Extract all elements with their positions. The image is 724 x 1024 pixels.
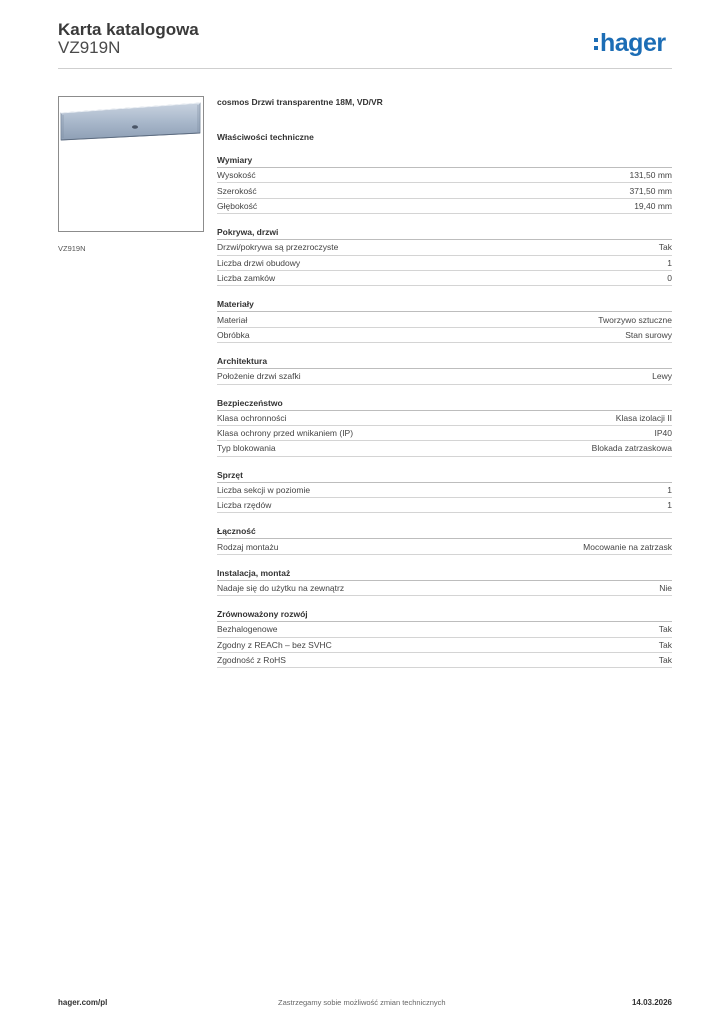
spec-value: 1	[667, 257, 672, 268]
product-image	[58, 96, 204, 232]
spec-row	[217, 183, 672, 198]
spec-section	[217, 469, 672, 514]
spec-label: Materiał	[217, 314, 248, 325]
logo-dots-icon	[594, 38, 598, 50]
section-title: Pokrywa, drzwi	[217, 226, 672, 240]
spec-label: Liczba drzwi obudowy	[217, 257, 301, 268]
spec-content	[217, 95, 672, 668]
properties-title: Właściwości techniczne	[217, 132, 314, 142]
section-title: Łączność	[217, 525, 672, 539]
spec-row	[217, 328, 672, 343]
spec-label: Bezhalogenowe	[217, 624, 278, 635]
spec-label: Obróbka	[217, 329, 250, 340]
hager-logo[interactable]	[594, 29, 666, 57]
spec-label: Rodzaj montażu	[217, 541, 279, 552]
section-title: Sprzęt	[217, 469, 672, 483]
spec-value: Tworzywo sztuczne	[598, 314, 672, 325]
spec-label: Typ blokowania	[217, 443, 276, 454]
spec-label: Liczba rzędów	[217, 500, 272, 511]
section-title: Zrównoważony rozwój	[217, 608, 672, 622]
spec-value: 371,50 mm	[629, 185, 672, 196]
spec-row	[217, 168, 672, 183]
spec-row	[217, 426, 672, 441]
section-title: Materiały	[217, 298, 672, 312]
image-caption: VZ919N	[58, 244, 86, 253]
spec-row	[217, 498, 672, 513]
spec-value: Tak	[658, 655, 672, 666]
footer-date: 14.03.2026	[631, 998, 672, 1007]
header-divider	[58, 68, 672, 69]
spec-row	[217, 638, 672, 653]
spec-row	[217, 271, 672, 286]
section-title: Instalacja, montaż	[217, 567, 672, 581]
spec-value: 0	[667, 273, 672, 284]
product-code: VZ919N	[58, 38, 121, 57]
spec-sections	[217, 154, 672, 668]
spec-section	[217, 298, 672, 343]
spec-section	[217, 226, 672, 286]
spec-label: Drzwi/pokrywa są przezroczyste	[217, 242, 339, 253]
spec-section	[217, 567, 672, 596]
spec-value: IP40	[654, 428, 672, 439]
spec-label: Liczba sekcji w poziomie	[217, 484, 311, 495]
footer-disclaimer: Zastrzegamy sobie możliwość zmian technicznych	[278, 998, 446, 1007]
spec-value: Klasa izolacji II	[615, 412, 672, 423]
spec-value: 19,40 mm	[634, 200, 672, 211]
spec-section	[217, 355, 672, 384]
spec-value: Nie	[659, 583, 672, 594]
section-title: Architektura	[217, 355, 672, 369]
spec-row	[217, 622, 672, 637]
spec-label: Głębokość	[217, 200, 258, 211]
spec-row	[217, 411, 672, 426]
transparent-door-product-photo	[59, 97, 203, 231]
spec-label: Położenie drzwi szafki	[217, 371, 301, 382]
footer-website[interactable]: hager.com/pl	[58, 998, 108, 1007]
spec-label: Klasa ochrony przed wnikaniem (IP)	[217, 428, 354, 439]
spec-label: Klasa ochronności	[217, 412, 287, 423]
spec-row	[217, 581, 672, 596]
spec-label: Zgodny z REACh – bez SVHC	[217, 639, 332, 650]
spec-label: Wysokość	[217, 170, 256, 181]
spec-row	[217, 256, 672, 271]
spec-value: Tak	[658, 242, 672, 253]
spec-value: 131,50 mm	[629, 170, 672, 181]
product-name: cosmos Drzwi transparentne 18M, VD/VR	[217, 97, 383, 107]
spec-section	[217, 154, 672, 214]
spec-row	[217, 240, 672, 255]
logo-text: hager	[600, 29, 666, 57]
spec-row	[217, 441, 672, 456]
spec-label: Liczba zamków	[217, 273, 276, 284]
spec-section	[217, 397, 672, 457]
spec-value: 1	[667, 484, 672, 495]
spec-label: Nadaje się do użytku na zewnątrz	[217, 583, 345, 594]
spec-label: Zgodność z RoHS	[217, 655, 286, 666]
section-title: Wymiary	[217, 154, 672, 168]
page-title: Karta katalogowa	[58, 20, 199, 39]
spec-value: 1	[667, 500, 672, 511]
spec-row	[217, 199, 672, 214]
spec-section	[217, 608, 672, 668]
spec-row	[217, 539, 672, 554]
spec-row	[217, 483, 672, 498]
spec-label: Szerokość	[217, 185, 257, 196]
spec-value: Blokada zatrzaskowa	[591, 443, 672, 454]
spec-section	[217, 525, 672, 554]
spec-value: Tak	[658, 624, 672, 635]
section-title: Bezpieczeństwo	[217, 397, 672, 411]
spec-value: Tak	[658, 639, 672, 650]
spec-value: Stan surowy	[625, 329, 672, 340]
spec-value: Lewy	[652, 371, 672, 382]
spec-row	[217, 369, 672, 384]
spec-row	[217, 312, 672, 327]
spec-row	[217, 653, 672, 668]
spec-value: Mocowanie na zatrzask	[583, 541, 672, 552]
